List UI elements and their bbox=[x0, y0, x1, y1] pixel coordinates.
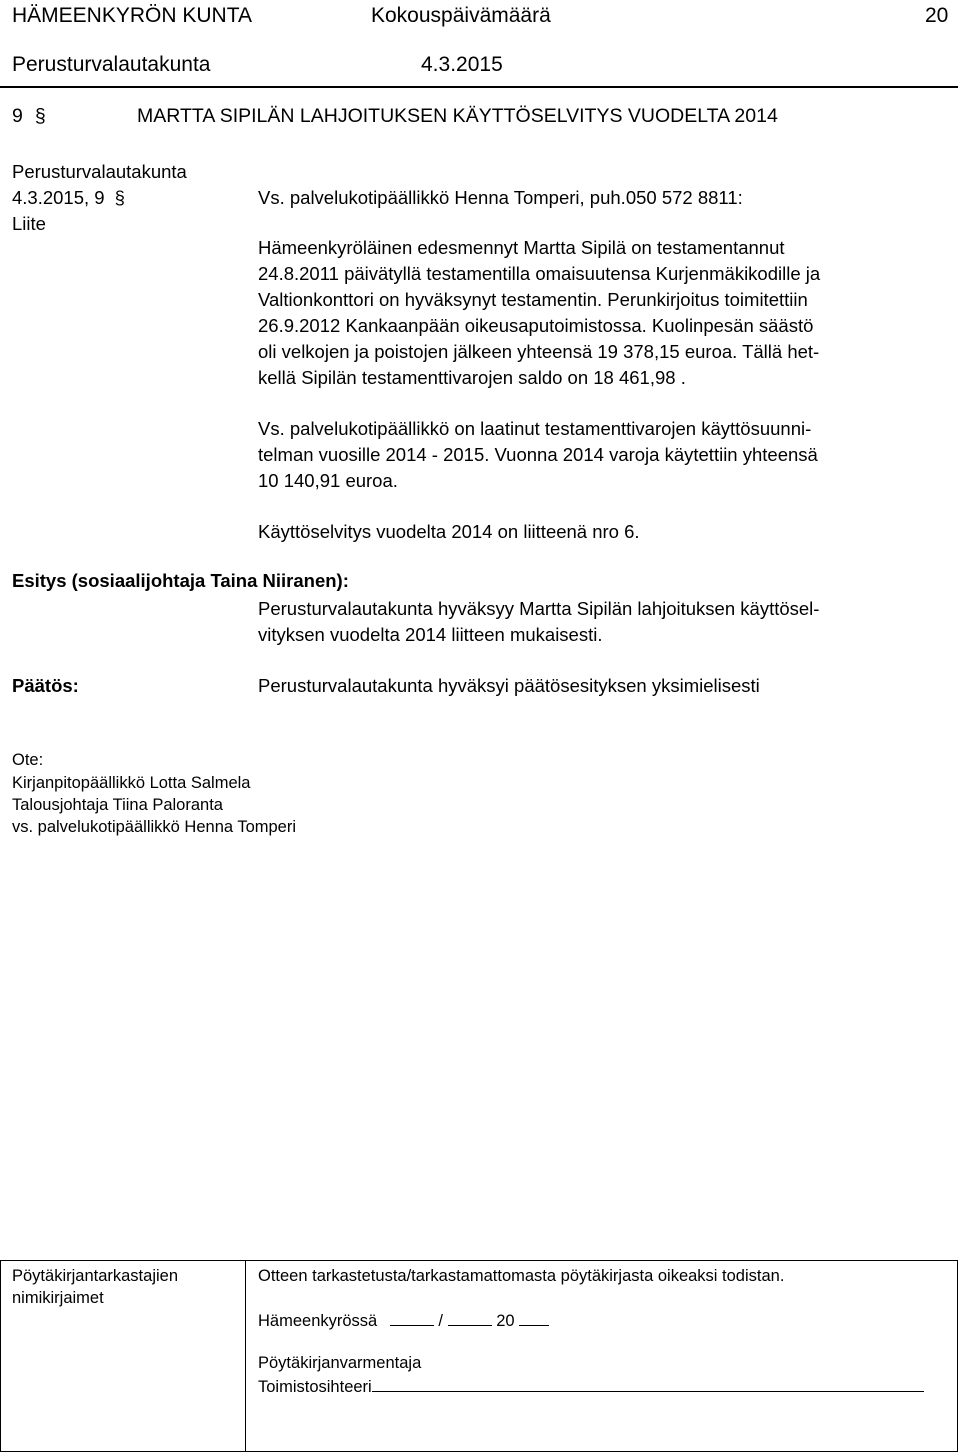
meeting-date: 4.3.2015 bbox=[421, 53, 503, 76]
distribution-label: Ote: bbox=[12, 751, 44, 769]
paragraph-line: telman vuosille 2014 - 2015. Vuonna 2014 varoja käytettiin yhteensä bbox=[258, 444, 818, 465]
paragraph-line: oli velkojen ja poistojen jälkeen yhteensä 19 378,15 euroa. Tällä het- bbox=[258, 341, 820, 362]
footer-initials-label: Pöytäkirjantarkastajien bbox=[12, 1267, 178, 1285]
paragraph-plan bbox=[258, 416, 818, 494]
section-number: 9 § bbox=[12, 105, 46, 127]
proposal-line: Perusturvalautakunta hyväksyy Martta Sipilän lahjoituksen käyttösel- bbox=[258, 598, 820, 619]
paragraph-line: 24.8.2011 päivätyllä testamentilla omaisuutensa Kurjenmäkikodille ja bbox=[258, 263, 821, 284]
year-blank[interactable] bbox=[519, 1310, 549, 1326]
section-sign-icon: § bbox=[34, 105, 46, 127]
document-type: Kokouspäivämäärä bbox=[371, 4, 551, 27]
header-rule bbox=[0, 86, 958, 88]
attachment-note: Käyttöselvitys vuodelta 2014 on liitteenä nro 6. bbox=[258, 521, 640, 542]
paragraph-line: Hämeenkyröläinen edesmennyt Martta Sipilä on testamentannut bbox=[258, 237, 785, 258]
paragraph-line: 26.9.2012 Kankaanpään oikeusaputoimistossa. Kuolinpesän säästö bbox=[258, 315, 814, 336]
footer-verifier: Pöytäkirjanvarmentaja bbox=[258, 1354, 422, 1372]
meta-committee: Perusturvalautakunta bbox=[12, 161, 187, 182]
footer-initials-label-2: nimikirjaimet bbox=[12, 1289, 104, 1307]
committee-name: Perusturvalautakunta bbox=[12, 53, 211, 76]
distribution-recipient: Talousjohtaja Tiina Paloranta bbox=[12, 796, 223, 814]
month-blank[interactable] bbox=[448, 1310, 492, 1326]
paragraph-line: Valtionkonttori on hyväksynyt testamentin. Perunkirjoitus toimitettiin bbox=[258, 289, 808, 310]
paragraph-background bbox=[258, 235, 820, 391]
footer-certification: Otteen tarkastetusta/tarkastamattomasta pöytäkirjasta oikeaksi todistan. bbox=[258, 1267, 785, 1285]
page-number: 20 bbox=[925, 4, 949, 27]
section-sign-icon: § bbox=[114, 187, 125, 208]
meta-reference: 4.3.2015, 9 § bbox=[12, 187, 125, 208]
proposal-text bbox=[258, 596, 819, 648]
decision-text: Perusturvalautakunta hyväksyi päätösesityksen yksimielisesti bbox=[258, 675, 760, 696]
day-blank[interactable] bbox=[390, 1310, 434, 1326]
contact-line: Vs. palvelukotipäällikkö Henna Tomperi, puh.050 572 8811: bbox=[258, 187, 743, 208]
section-title: MARTTA SIPILÄN LAHJOITUKSEN KÄYTTÖSELVITYS VUODELTA 2014 bbox=[137, 105, 778, 127]
paragraph-line: Vs. palvelukotipäällikkö on laatinut testamenttivarojen käyttösuunni- bbox=[258, 418, 812, 439]
proposal-line: vityksen vuodelta 2014 liitteen mukaisesti. bbox=[258, 624, 603, 645]
distribution-recipient: vs. palvelukotipäällikkö Henna Tomperi bbox=[12, 818, 297, 836]
meta-attachment: Liite bbox=[12, 213, 46, 234]
footer-date-line: Hämeenkyrössä / 20 bbox=[258, 1310, 549, 1331]
signature-blank[interactable] bbox=[372, 1376, 924, 1392]
distribution-recipient: Kirjanpitopäällikkö Lotta Salmela bbox=[12, 774, 251, 792]
proposal-label: Esitys (sosiaalijohtaja Taina Niiranen): bbox=[12, 570, 349, 591]
paragraph-line: kellä Sipilän testamenttivarojen saldo on 18 461,98 . bbox=[258, 367, 686, 388]
paragraph-line: 10 140,91 euroa. bbox=[258, 470, 398, 491]
footer-divider bbox=[245, 1260, 246, 1452]
organization-name: HÄMEENKYRÖN KUNTA bbox=[12, 4, 252, 27]
footer-box bbox=[0, 1260, 958, 1452]
decision-label: Päätös: bbox=[12, 675, 79, 696]
footer-secretary-line: Toimistosihteeri bbox=[258, 1376, 924, 1397]
